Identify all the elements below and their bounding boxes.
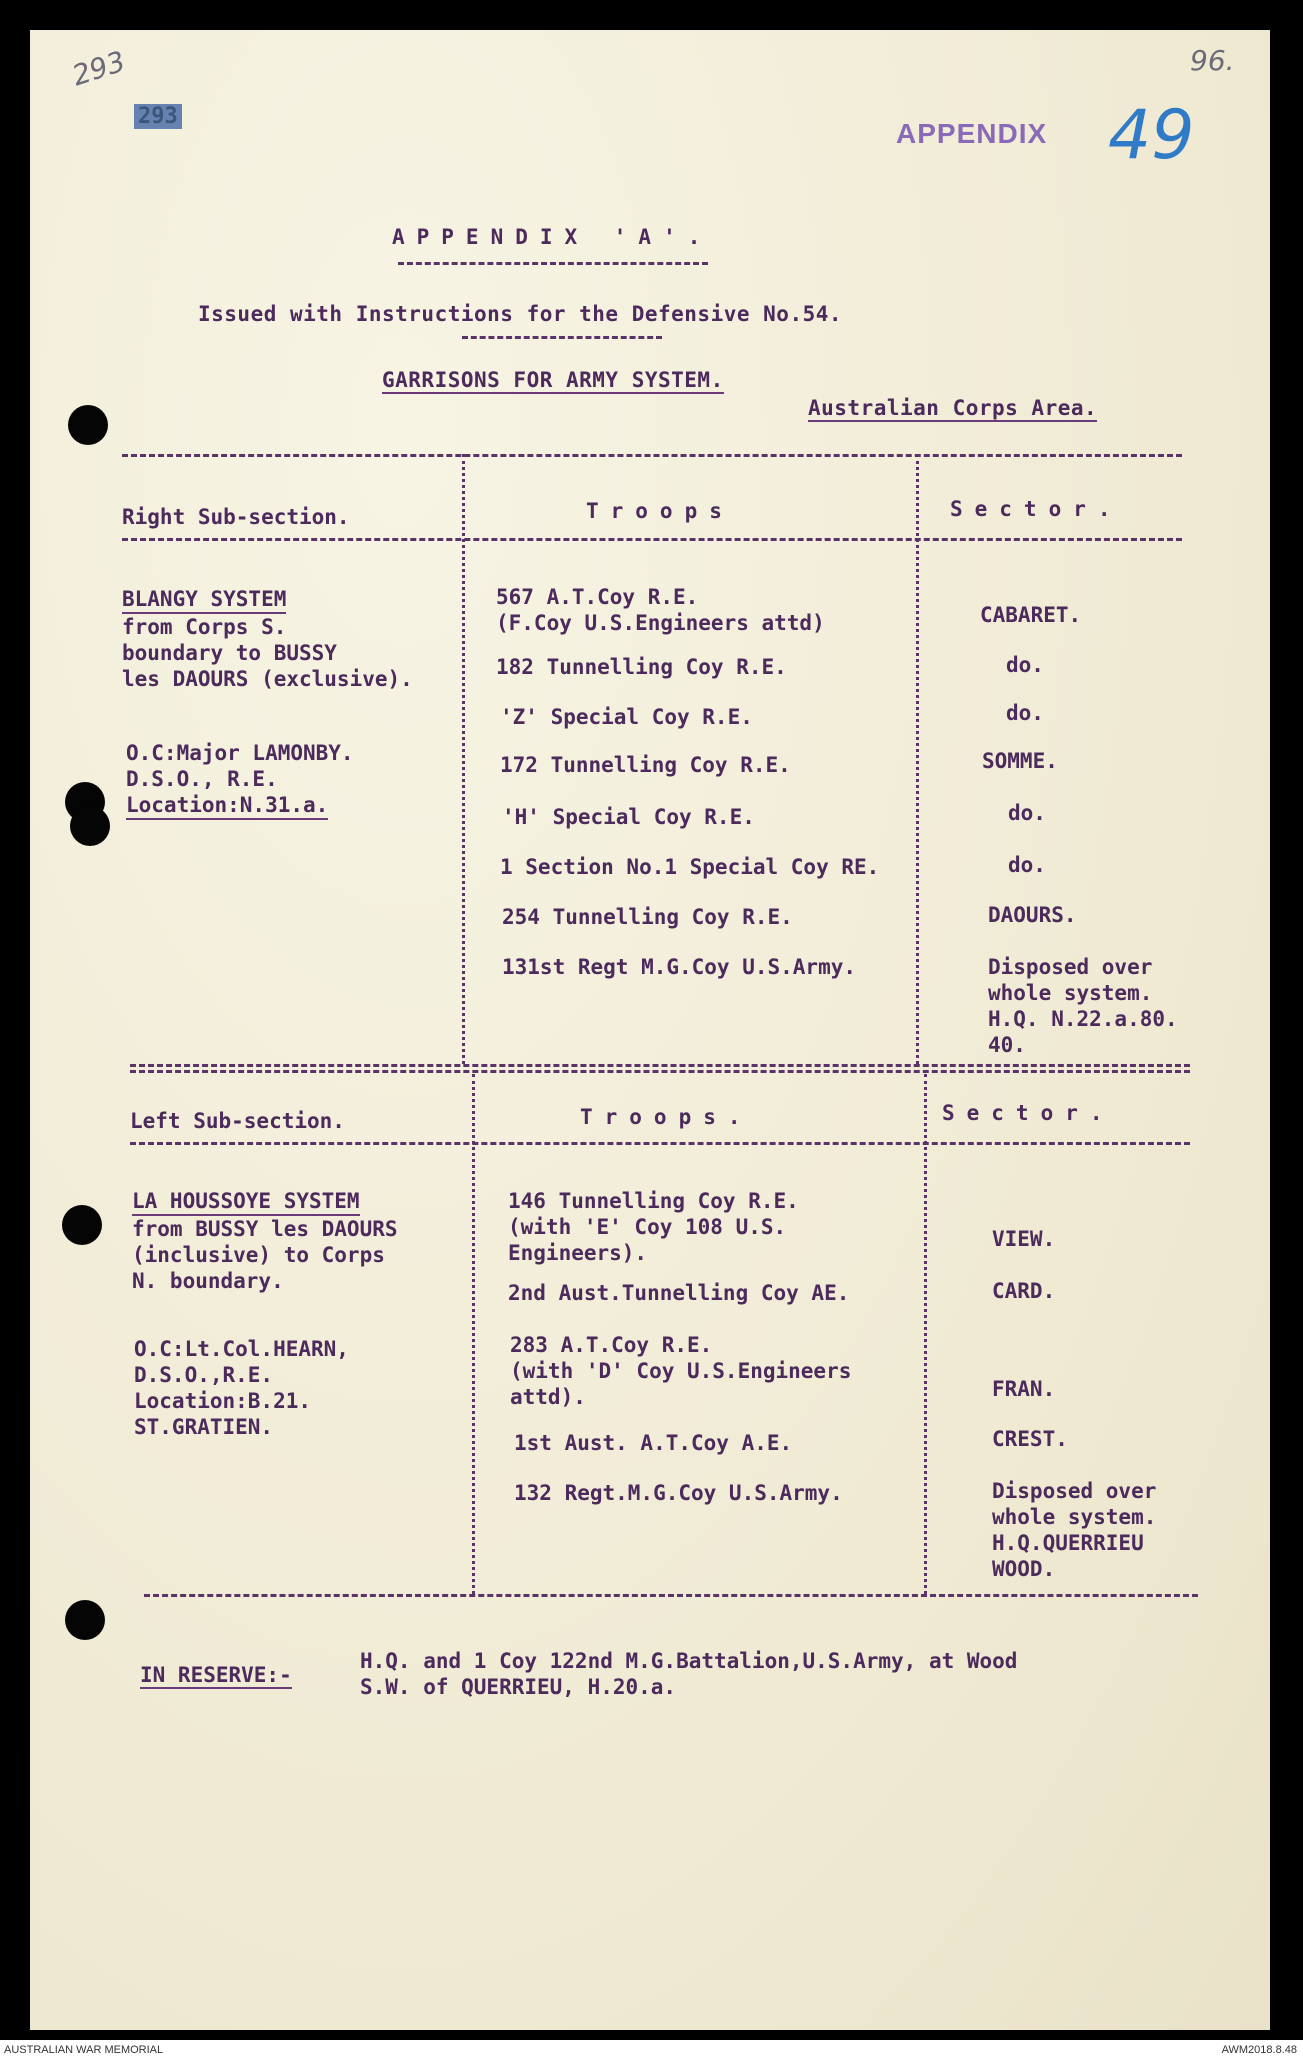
right-location: Location:N.31.a.: [126, 792, 328, 820]
stamped-page-number: 293: [134, 104, 182, 129]
sector-cell: do.: [1006, 653, 1044, 677]
appendix-stamp: APPENDIX: [896, 118, 1048, 149]
punch-hole: [68, 405, 108, 445]
troops-cell: 182 Tunnelling Coy R.E.: [496, 655, 787, 679]
troops-cell: 'Z' Special Coy R.E.: [500, 705, 753, 729]
footer-reference: AWM2018.8.48: [1221, 2044, 1297, 2056]
left-system-desc: N. boundary.: [132, 1269, 284, 1293]
table-top-border: [122, 454, 1182, 457]
sector-cell: FRAN.: [992, 1377, 1056, 1401]
left-location: ST.GRATIEN.: [134, 1415, 274, 1439]
garrisons-heading-text: GARRISONS FOR ARMY SYSTEM.: [382, 368, 724, 392]
left-system-block: [132, 1188, 398, 1294]
right-system-desc: from Corps S.: [122, 615, 287, 639]
pencil-folio-number: 96.: [1190, 44, 1235, 77]
sector-cell: VIEW.: [992, 1227, 1056, 1251]
reserve-label-text: IN RESERVE:-: [140, 1663, 292, 1687]
troops-cell: 131st Regt M.G.Coy U.S.Army.: [502, 955, 857, 979]
corps-area-text: Australian Corps Area.: [808, 396, 1098, 420]
sector-line: H.Q. N.22.a.80.: [988, 1007, 1178, 1031]
header-divider: [122, 538, 1182, 541]
sector-cell: do.: [1006, 701, 1044, 725]
left-col2-header: Troops.: [580, 1105, 753, 1129]
troops-cell: 146 Tunnelling Coy R.E.: [508, 1189, 799, 1213]
left-oc-block: [134, 1336, 349, 1440]
issued-underline: [462, 336, 662, 339]
appendix-number: 49: [1108, 96, 1195, 175]
punch-hole: [70, 806, 110, 846]
troops-cell: (with 'E' Coy 108 U.S.: [508, 1215, 787, 1239]
pencil-page-number: 293: [68, 44, 130, 93]
left-col1-header: Left Sub-section.: [130, 1109, 345, 1133]
right-system-desc: boundary to BUSSY: [122, 641, 337, 665]
sector-line: WOOD.: [992, 1557, 1056, 1581]
sector-line: Disposed over: [988, 955, 1153, 979]
sector-line: whole system.: [988, 981, 1153, 1005]
table-row: [508, 1188, 799, 1266]
troops-cell: 2nd Aust.Tunnelling Coy AE.: [508, 1281, 850, 1305]
footer: [0, 2040, 1303, 2061]
corps-area: [808, 396, 1097, 420]
sector-line: H.Q.QUERRIEU: [992, 1531, 1144, 1555]
right-system-desc: les DAOURS (exclusive).: [122, 667, 413, 691]
right-oc: D.S.O., R.E.: [126, 767, 278, 791]
troops-cell: 254 Tunnelling Coy R.E.: [502, 905, 793, 929]
troops-cell: Engineers).: [508, 1241, 648, 1265]
right-col3-header: Sector.: [950, 497, 1123, 521]
troops-cell: 132 Regt.M.G.Coy U.S.Army.: [514, 1481, 843, 1505]
header-divider: [130, 1142, 1190, 1145]
punch-hole: [62, 1205, 102, 1245]
reserve-line: H.Q. and 1 Coy 122nd M.G.Battalion,U.S.Army, at Wood: [360, 1649, 1018, 1673]
page-title: APPENDIX 'A'.: [392, 225, 713, 249]
left-system-name: LA HOUSSOYE SYSTEM: [132, 1188, 360, 1216]
left-oc: O.C:Lt.Col.HEARN,: [134, 1337, 349, 1361]
left-col3-header: Sector.: [942, 1101, 1115, 1125]
left-system-desc: (inclusive) to Corps: [132, 1243, 385, 1267]
right-oc-block: [126, 740, 354, 820]
troops-cell: 172 Tunnelling Coy R.E.: [500, 753, 791, 777]
left-location: Location:B.21.: [134, 1389, 312, 1413]
reserve-text: [360, 1648, 1017, 1700]
sector-line: Disposed over: [992, 1479, 1157, 1503]
right-col2-header: Troops: [586, 499, 734, 523]
sector-cell: DAOURS.: [988, 903, 1077, 927]
section-divider: [130, 1064, 1190, 1067]
sector-cell: SOMME.: [982, 749, 1058, 773]
sector-line: 40.: [988, 1033, 1026, 1057]
left-oc: D.S.O.,R.E.: [134, 1363, 274, 1387]
sector-cell-multiline: [988, 954, 1178, 1058]
issued-line: Issued with Instructions for the Defensive No.54.: [198, 302, 843, 326]
sector-cell: CARD.: [992, 1279, 1056, 1303]
left-system-desc: from BUSSY les DAOURS: [132, 1217, 398, 1241]
right-oc: O.C:Major LAMONBY.: [126, 741, 354, 765]
troops-cell: 567 A.T.Coy R.E.: [496, 585, 699, 609]
footer-institution: AUSTRALIAN WAR MEMORIAL: [4, 2044, 164, 2056]
troops-cell: (F.Coy U.S.Engineers attd): [496, 611, 825, 635]
title-underline: [398, 262, 708, 265]
sector-cell: do.: [1008, 801, 1046, 825]
sector-cell: CREST.: [992, 1427, 1068, 1451]
table-row: [496, 584, 825, 636]
troops-cell: 1 Section No.1 Special Coy RE.: [500, 855, 880, 879]
troops-cell: attd).: [510, 1385, 586, 1409]
troops-cell: (with 'D' Coy U.S.Engineers: [510, 1359, 852, 1383]
column-divider: [916, 454, 919, 1064]
document-page: [30, 30, 1270, 2030]
table-bottom-border: [144, 1594, 1198, 1597]
table-row: [510, 1332, 851, 1410]
column-divider: [924, 1074, 927, 1594]
reserve-label: [140, 1662, 292, 1688]
right-system-name: BLANGY SYSTEM: [122, 586, 286, 614]
troops-cell: 'H' Special Coy R.E.: [502, 805, 755, 829]
column-divider: [462, 454, 465, 1064]
garrisons-heading: [382, 368, 724, 392]
reserve-line: S.W. of QUERRIEU, H.20.a.: [360, 1675, 677, 1699]
sector-cell: do.: [1008, 853, 1046, 877]
sector-line: whole system.: [992, 1505, 1157, 1529]
troops-cell: 283 A.T.Coy R.E.: [510, 1333, 713, 1357]
sector-cell-multiline: [992, 1478, 1156, 1582]
column-divider: [472, 1074, 475, 1594]
right-col1-header: Right Sub-section.: [122, 505, 350, 529]
right-system-block: [122, 586, 413, 692]
punch-hole: [65, 1600, 105, 1640]
sector-cell: CABARET.: [980, 603, 1082, 627]
troops-cell: 1st Aust. A.T.Coy A.E.: [514, 1431, 793, 1455]
